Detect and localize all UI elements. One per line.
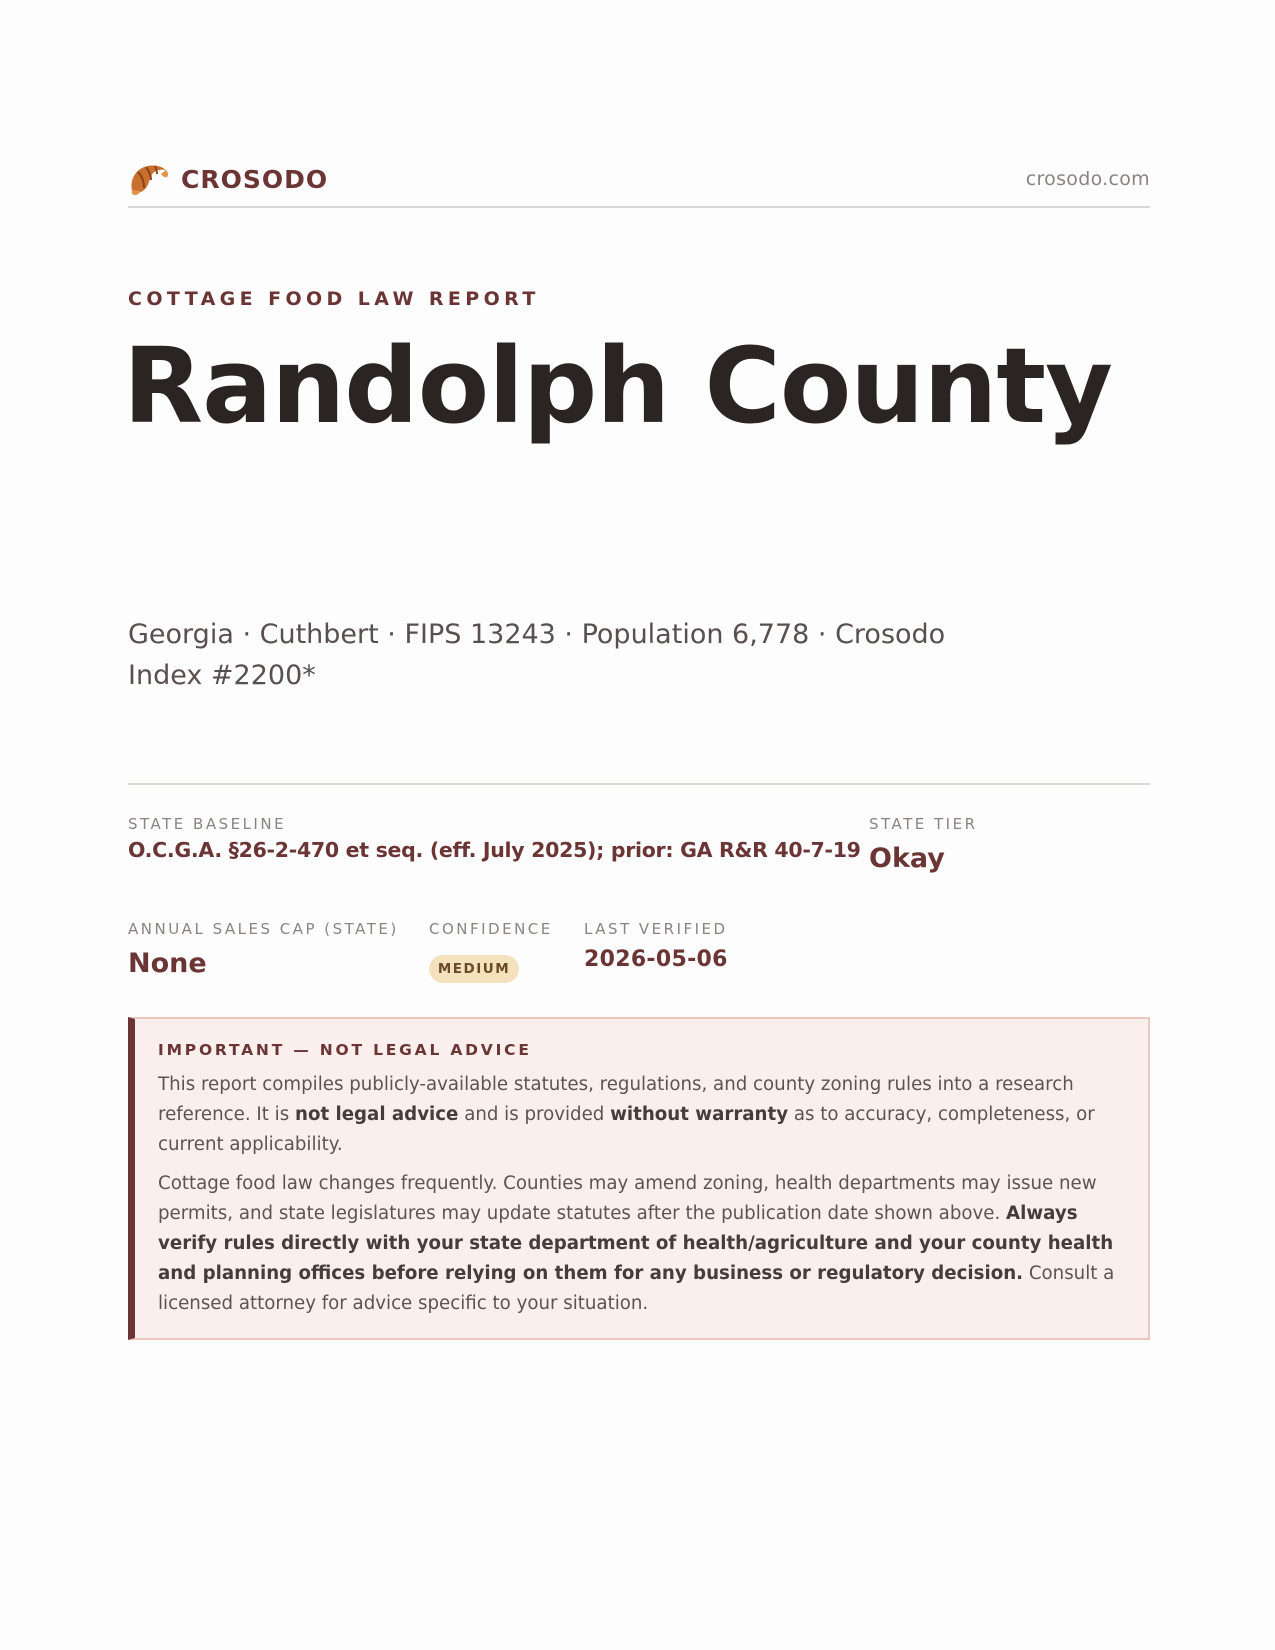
state-baseline-value: O.C.G.A. §26-2-470 et seq. (eff. July 2025); prior: GA R&R 40-7-19 bbox=[128, 838, 861, 862]
page-title: Randolph County bbox=[123, 325, 1112, 447]
confidence-label: CONFIDENCE bbox=[429, 920, 553, 938]
sales-cap-label: ANNUAL SALES CAP (STATE) bbox=[128, 920, 399, 938]
croissant-icon bbox=[128, 160, 170, 198]
disclaimer-paragraph: This report compiles publicly-available statutes, regulations, and county zoning rules into a research reference. It is not legal advice and is provided without warranty as to accuracy, completeness, or current applicability. bbox=[158, 1074, 1095, 1155]
last-verified-label: LAST VERIFIED bbox=[584, 920, 728, 938]
state-tier-label: STATE TIER bbox=[869, 815, 978, 833]
site-url[interactable]: crosodo.com bbox=[1025, 168, 1150, 190]
disclaimer-heading: IMPORTANT — NOT LEGAL ADVICE bbox=[158, 1041, 532, 1059]
section-divider bbox=[128, 783, 1150, 785]
report-page bbox=[123, 0, 1150, 1650]
sales-cap-value: None bbox=[128, 948, 207, 979]
brand bbox=[128, 160, 328, 198]
county-summary: Georgia · Cuthbert · FIPS 13243 · Population 6,778 · Crosodo Index #2200* bbox=[128, 619, 946, 691]
state-tier-value: Okay bbox=[869, 843, 945, 874]
last-verified-value: 2026-05-06 bbox=[584, 947, 728, 972]
state-baseline-label: STATE BASELINE bbox=[128, 815, 287, 833]
page-header bbox=[128, 158, 1150, 208]
disclaimer-paragraph: Cottage food law changes frequently. Counties may amend zoning, health departments may issue new permits, and state legislatures may update statutes after the publication date shown above. Always verify rules directly with your state department of health/agriculture and your county health and planning offices before relying on them for any business or regulatory decision. Consult a licensed attorney for advice specific to your situation. bbox=[158, 1173, 1115, 1314]
legal-disclaimer bbox=[128, 1017, 1150, 1340]
confidence-badge: MEDIUM bbox=[429, 955, 519, 983]
report-kicker: COTTAGE FOOD LAW REPORT bbox=[128, 288, 540, 310]
brand-name: CROSODO bbox=[181, 164, 329, 194]
